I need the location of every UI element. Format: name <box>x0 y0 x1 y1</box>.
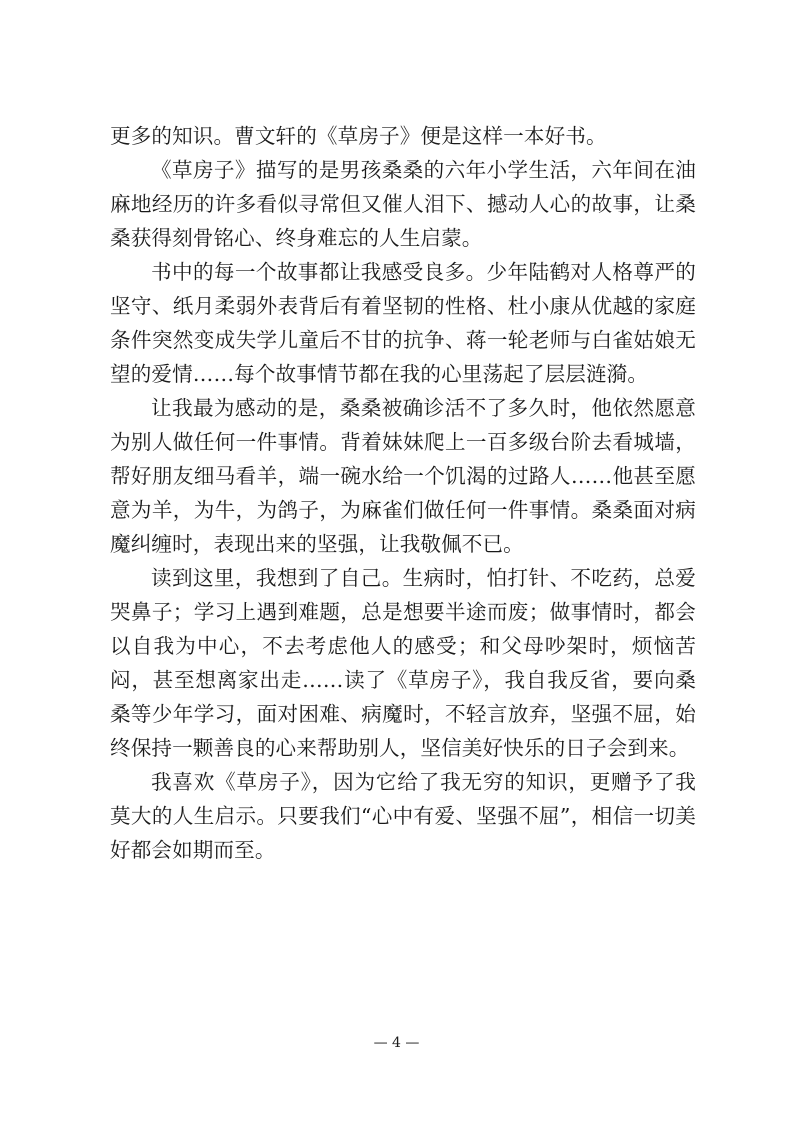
body-text <box>110 119 696 867</box>
paragraph-3: 书中的每一个故事都让我感受良多。少年陆鹤对人格尊严的坚守、纸月柔弱外表背后有着坚韧的性格、杜小康从优越的家庭条件突然变成失学儿童后不甘的抗争、蒋一轮老师与白雀姑娘无望的爱情……每个故事情节都在我的心里荡起了层层涟漪。 <box>110 260 696 386</box>
page-number: — 4 — <box>373 1035 420 1051</box>
paragraph-4: 让我最为感动的是，桑桑被确诊活不了多久时，他依然愿意为别人做任何一件事情。背着妹妹爬上一百多级台阶去看城墙，帮好朋友细马看羊，端一碗水给一个饥渴的过路人……他甚至愿意为羊，为牛，为鸽子，为麻雀们做任何一件事情。桑桑面对病魔纠缠时，表现出来的坚强，让我敬佩不已。 <box>110 396 696 556</box>
paragraph-5: 读到这里，我想到了自己。生病时，怕打针、不吃药，总爱哭鼻子；学习上遇到难题，总是想要半途而废；做事情时，都会以自我为中心，不去考虑他人的感受；和父母吵架时，烦恼苦闷，甚至想离家出走……读了《草房子》，我自我反省，要向桑桑等少年学习，面对困难、病魔时，不轻言放弃，坚强不屈，始终保持一颗善良的心来帮助别人，坚信美好快乐的日子会到来。 <box>110 566 696 760</box>
paragraph-2: 《草房子》描写的是男孩桑桑的六年小学生活，六年间在油麻地经历的许多看似寻常但又催人泪下、撼动人心的故事，让桑桑获得刻骨铭心、终身难忘的人生启蒙。 <box>110 158 696 250</box>
paragraph-6: 我喜欢《草房子》，因为它给了我无穷的知识，更赠予了我莫大的人生启示。只要我们“心中有爱、坚强不屈”，相信一切美好都会如期而至。 <box>110 770 696 862</box>
paragraph-1: 更多的知识。曹文轩的《草房子》便是这样一本好书。 <box>110 124 607 148</box>
